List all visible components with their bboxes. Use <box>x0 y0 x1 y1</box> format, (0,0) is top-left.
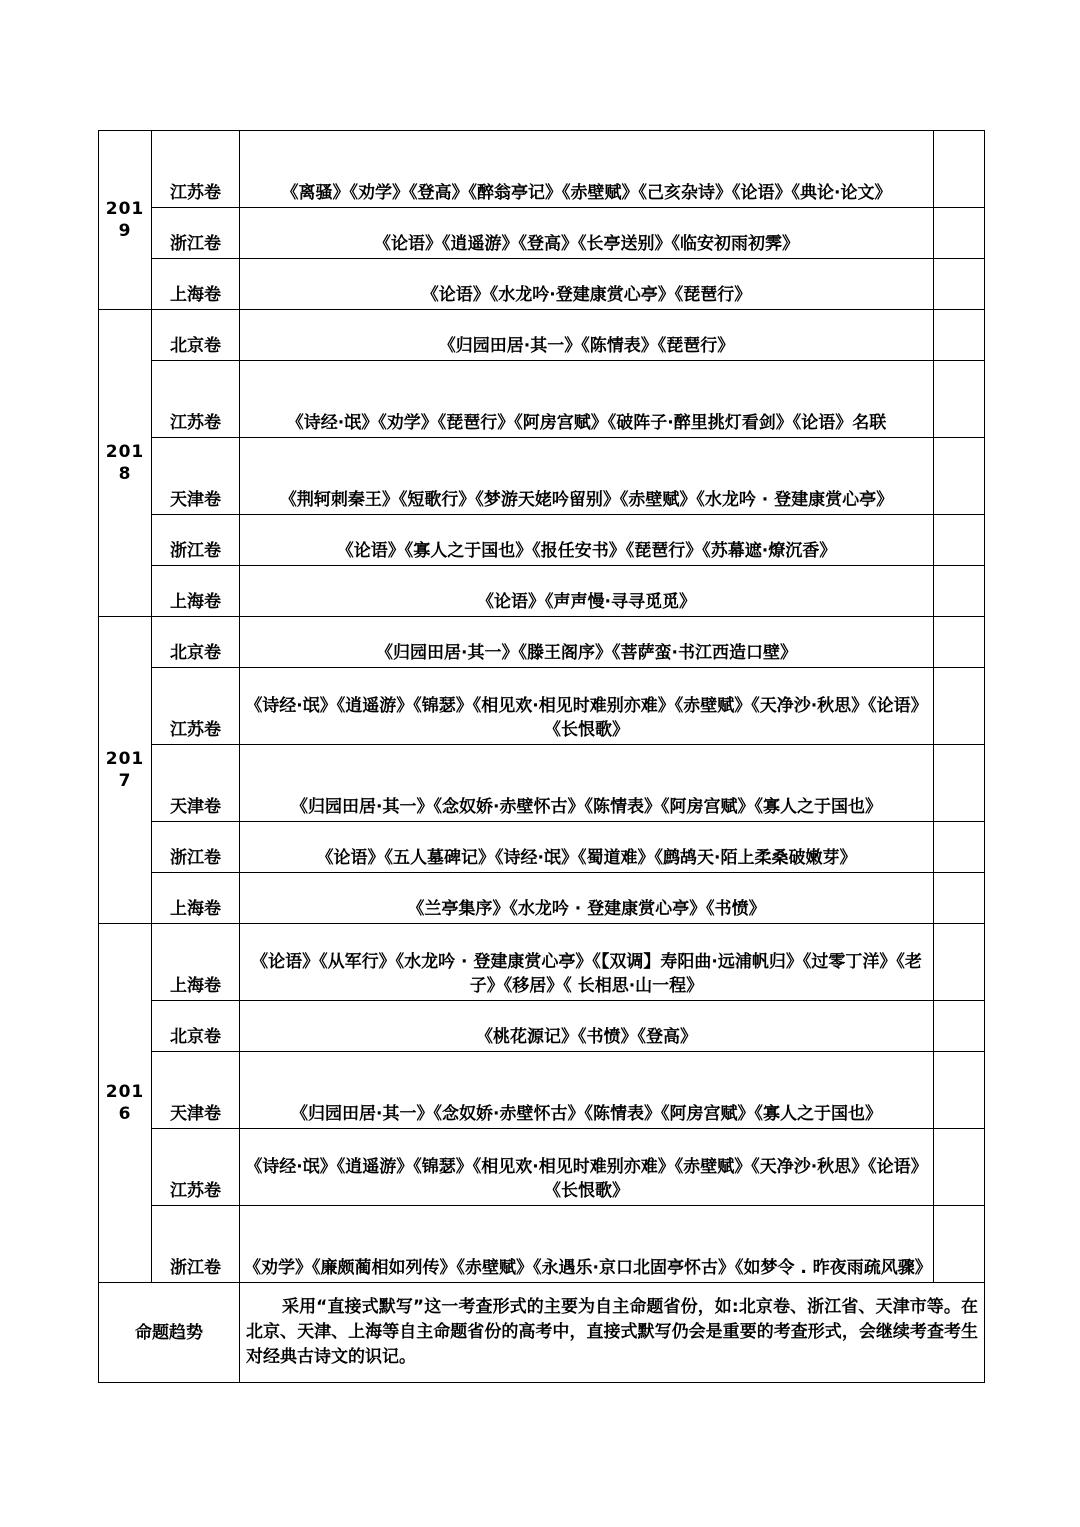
region-cell: 天津卷 <box>152 438 240 515</box>
empty-cell <box>934 361 985 438</box>
table-row <box>99 1052 985 1129</box>
empty-cell <box>934 208 985 259</box>
year-label: 2016 <box>105 1082 145 1124</box>
table-row <box>99 208 985 259</box>
region-cell: 北京卷 <box>152 617 240 668</box>
empty-cell <box>934 438 985 515</box>
empty-cell <box>934 310 985 361</box>
works-cell: 《诗经·氓》《劝学》《琵琶行》《阿房宫赋》《破阵子·醉里挑灯看剑》《论语》名联 <box>240 361 934 438</box>
table-row <box>99 259 985 310</box>
trend-text: 采用“直接式默写”这一考查形式的主要为自主命题省份，如:北京卷、浙江省、天津市等。在北京、天津、上海等自主命题省份的高考中，直接式默写仍会是重要的考查形式，会继续考查考生对经典古诗文的识记。 <box>240 1283 985 1383</box>
empty-cell <box>934 1206 985 1283</box>
works-cell: 《桃花源记》《书愤》《登高》 <box>240 1001 934 1052</box>
table-row <box>99 924 985 1001</box>
works-cell: 《诗经·氓》《逍遥游》《锦瑟》《相见欢·相见时难别亦难》《赤壁赋》《天净沙·秋思》《论语》《长恨歌》 <box>240 668 934 745</box>
table-row <box>99 566 985 617</box>
works-cell: 《诗经·氓》《逍遥游》《锦瑟》《相见欢·相见时难别亦难》《赤壁赋》《天净沙·秋思》《论语》《长恨歌》 <box>240 1129 934 1206</box>
region-cell: 北京卷 <box>152 310 240 361</box>
table-row <box>99 1129 985 1206</box>
table-row <box>99 617 985 668</box>
year-label: 2018 <box>105 442 145 484</box>
region-cell: 江苏卷 <box>152 1129 240 1206</box>
table-body <box>99 131 985 1383</box>
empty-cell <box>934 1129 985 1206</box>
empty-cell <box>934 668 985 745</box>
empty-cell <box>934 822 985 873</box>
empty-cell <box>934 515 985 566</box>
works-cell: 《归园田居·其一》《陈情表》《琵琶行》 <box>240 310 934 361</box>
region-cell: 江苏卷 <box>152 668 240 745</box>
region-cell: 浙江卷 <box>152 515 240 566</box>
works-cell: 《论语》《声声慢·寻寻觅觅》 <box>240 566 934 617</box>
region-cell: 浙江卷 <box>152 822 240 873</box>
trend-row <box>99 1283 985 1383</box>
empty-cell <box>934 1001 985 1052</box>
year-cell <box>99 924 152 1283</box>
year-cell <box>99 310 152 617</box>
table-row <box>99 668 985 745</box>
region-cell: 天津卷 <box>152 1052 240 1129</box>
works-cell: 《归园田居·其一》《念奴娇·赤壁怀古》《陈情表》《阿房宫赋》《寡人之于国也》 <box>240 1052 934 1129</box>
works-cell: 《归园田居·其一》《念奴娇·赤壁怀古》《陈情表》《阿房宫赋》《寡人之于国也》 <box>240 745 934 822</box>
works-cell: 《离骚》《劝学》《登高》《醉翁亭记》《赤壁赋》《己亥杂诗》《论语》《典论·论文》 <box>240 131 934 208</box>
table-row <box>99 822 985 873</box>
region-cell: 江苏卷 <box>152 131 240 208</box>
year-cell <box>99 617 152 924</box>
empty-cell <box>934 745 985 822</box>
region-cell: 北京卷 <box>152 1001 240 1052</box>
region-cell: 浙江卷 <box>152 1206 240 1283</box>
region-cell: 浙江卷 <box>152 208 240 259</box>
works-cell: 《归园田居·其一》《滕王阁序》《菩萨蛮·书江西造口壁》 <box>240 617 934 668</box>
year-label: 2019 <box>105 199 145 241</box>
works-cell: 《论语》《逍遥游》《登高》《长亭送别》《临安初雨初霁》 <box>240 208 934 259</box>
table-row <box>99 873 985 924</box>
region-cell: 天津卷 <box>152 745 240 822</box>
table-row <box>99 310 985 361</box>
table-row <box>99 438 985 515</box>
table-row <box>99 1206 985 1283</box>
works-cell: 《论语》《从军行》《水龙吟 · 登建康赏心亭》《【双调】寿阳曲·远浦帆归》《过零丁洋》《老子》《移居》《 长相思·山一程》 <box>240 924 934 1001</box>
region-cell: 上海卷 <box>152 924 240 1001</box>
table-row <box>99 515 985 566</box>
empty-cell <box>934 566 985 617</box>
works-cell: 《劝学》《廉颇蔺相如列传》《赤壁赋》《永遇乐·京口北固亭怀古》《如梦令 . 昨夜雨疏风骤》 <box>240 1206 934 1283</box>
table-row <box>99 131 985 208</box>
region-cell: 上海卷 <box>152 259 240 310</box>
year-cell <box>99 131 152 310</box>
region-cell: 上海卷 <box>152 566 240 617</box>
empty-cell <box>934 1052 985 1129</box>
region-cell: 江苏卷 <box>152 361 240 438</box>
table-row <box>99 361 985 438</box>
table-row <box>99 1001 985 1052</box>
works-cell: 《论语》《寡人之于国也》《报任安书》《琵琶行》《苏幕遮·燎沉香》 <box>240 515 934 566</box>
exam-table-sheet <box>98 130 984 1383</box>
works-cell: 《荆轲刺秦王》《短歌行》《梦游天姥吟留别》《赤壁赋》《水龙吟 · 登建康赏心亭》 <box>240 438 934 515</box>
dictation-exam-table <box>98 130 985 1383</box>
works-cell: 《论语》《五人墓碑记》《诗经·氓》《蜀道难》《鹧鸪天·陌上柔桑破嫩芽》 <box>240 822 934 873</box>
works-cell: 《兰亭集序》《水龙吟 · 登建康赏心亭》《书愤》 <box>240 873 934 924</box>
empty-cell <box>934 617 985 668</box>
trend-label: 命题趋势 <box>99 1283 240 1383</box>
year-label: 2017 <box>105 749 145 791</box>
region-cell: 上海卷 <box>152 873 240 924</box>
table-row <box>99 745 985 822</box>
works-cell: 《论语》《水龙吟·登建康赏心亭》《琵琶行》 <box>240 259 934 310</box>
empty-cell <box>934 131 985 208</box>
empty-cell <box>934 873 985 924</box>
empty-cell <box>934 924 985 1001</box>
empty-cell <box>934 259 985 310</box>
